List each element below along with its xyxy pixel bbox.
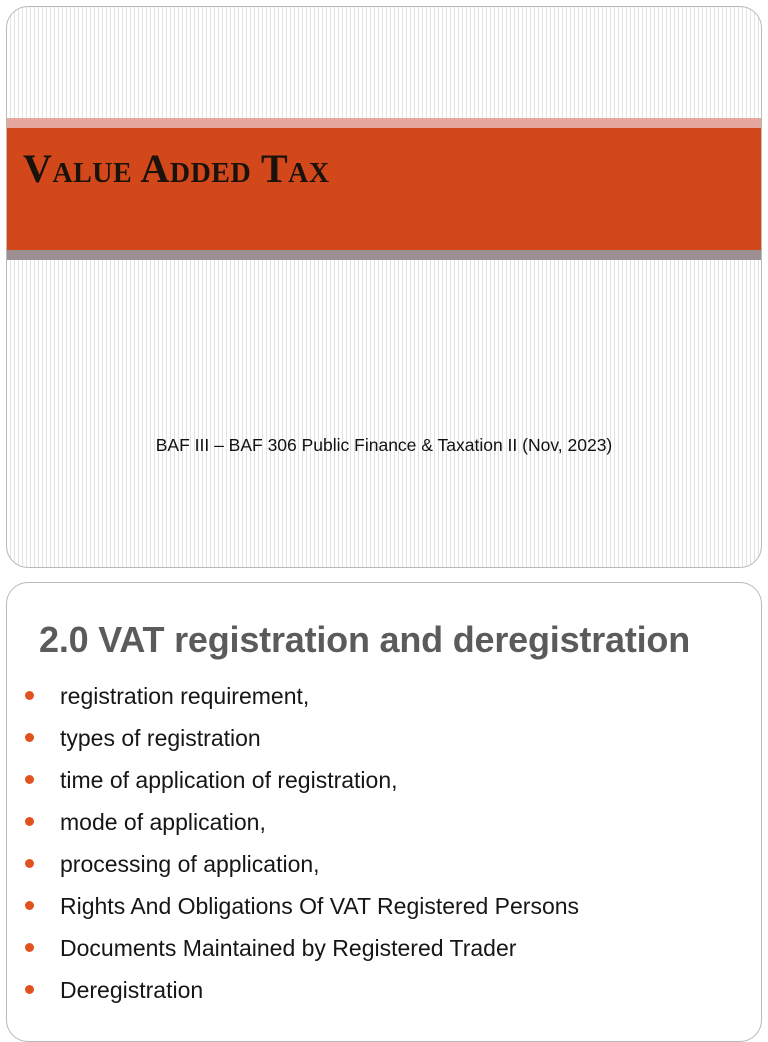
bullet-icon [25, 691, 34, 700]
bullet-icon [25, 901, 34, 910]
list-item-text: types of registration [60, 725, 261, 751]
bullet-icon [25, 733, 34, 742]
slide-subtitle: BAF III – BAF 306 Public Finance & Taxation II (Nov, 2023) [155, 435, 613, 455]
list-item [23, 927, 579, 969]
list-item-text: Rights And Obligations Of VAT Registered Persons [60, 893, 580, 919]
content-slide [6, 582, 762, 1042]
bullet-icon [25, 859, 34, 868]
bullet-icon [25, 943, 34, 952]
title-band-bottom-stripe [7, 250, 761, 260]
list-item-text: processing of application, [60, 851, 320, 877]
content-slide-title: 2.0 VAT registration and deregistration [39, 619, 690, 660]
list-item [23, 969, 579, 1011]
bullet-icon [25, 985, 34, 994]
list-item-text: Deregistration [60, 977, 204, 1003]
list-item [23, 717, 579, 759]
list-item-text: registration requirement, [60, 683, 310, 709]
list-item-text: Documents Maintained by Registered Trader [60, 935, 517, 961]
title-slide [6, 6, 762, 568]
slide-title: Value Added Tax [23, 146, 330, 191]
list-item [23, 675, 579, 717]
list-item-text: mode of application, [60, 809, 266, 835]
bullet-list [23, 675, 579, 1011]
list-item [23, 885, 579, 927]
title-band-top-stripe [7, 118, 761, 128]
list-item-text: time of application of registration, [60, 767, 398, 793]
list-item [23, 759, 579, 801]
bullet-icon [25, 817, 34, 826]
list-item [23, 801, 579, 843]
list-item [23, 843, 579, 885]
bullet-icon [25, 775, 34, 784]
